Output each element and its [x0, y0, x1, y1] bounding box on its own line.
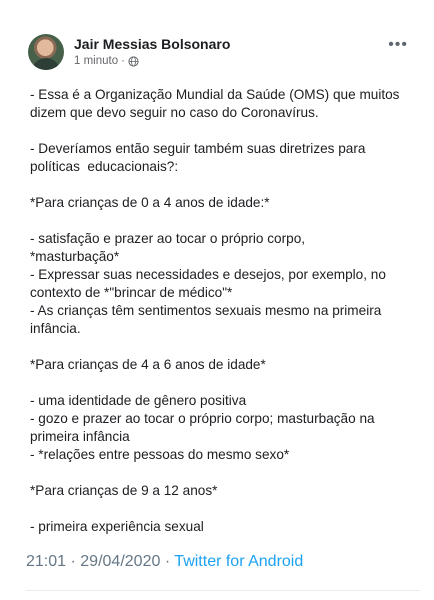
- post-line: - As crianças têm sentimentos sexuais mesmo na primeira: [30, 303, 382, 318]
- author-name[interactable]: Jair Messias Bolsonaro: [74, 36, 231, 52]
- footer-separator-1: ·: [70, 553, 76, 570]
- post-line: dizem que devo seguir no caso do Coronavírus.: [30, 105, 319, 120]
- tweet-footer: [26, 553, 303, 571]
- post-line: *masturbação*: [30, 249, 120, 264]
- post-header: [28, 34, 418, 78]
- more-options-icon[interactable]: •••: [388, 36, 408, 53]
- post-line: - uma identidade de gênero positiva: [30, 393, 247, 408]
- post-blank-line: [30, 464, 420, 482]
- post-line: contexto de *"brincar de médico"*: [30, 285, 233, 300]
- post-blank-line: [30, 176, 420, 194]
- post-line: *Para crianças de 9 a 12 anos*: [30, 483, 218, 498]
- post-line: infância.: [30, 321, 81, 336]
- post-line: - Deveríamos então seguir também suas diretrizes para: [30, 141, 366, 156]
- tweet-date[interactable]: 29/04/2020: [80, 553, 161, 570]
- post-line: políticas educacionais?:: [30, 159, 179, 174]
- meta-separator: ·: [121, 55, 125, 67]
- post-line: *Para crianças de 4 a 6 anos de idade*: [30, 357, 266, 372]
- post-blank-line: [30, 212, 420, 230]
- tweet-source-link[interactable]: Twitter for Android: [174, 553, 304, 570]
- post-blank-line: [30, 122, 420, 140]
- post-text: [30, 86, 420, 536]
- post-line: - primeira experiência sexual: [30, 519, 204, 534]
- post-blank-line: [30, 374, 420, 392]
- tweet-time[interactable]: 21:01: [26, 553, 67, 570]
- post-line: - Expressar suas necessidades e desejos, por exemplo, no: [30, 267, 386, 282]
- avatar-shoulders: [32, 58, 60, 70]
- post-line: - *relações entre pessoas do mesmo sexo*: [30, 447, 290, 462]
- post-blank-line: [30, 338, 420, 356]
- avatar[interactable]: [28, 34, 64, 70]
- post-meta: [74, 55, 139, 67]
- post-line: - gozo e prazer ao tocar o próprio corpo; masturbação na: [30, 411, 375, 426]
- footer-divider: [26, 590, 420, 591]
- post-line: - Essa é a Organização Mundial da Saúde (OMS) que muitos: [30, 87, 400, 102]
- post-line: - satisfação e prazer ao tocar o próprio corpo,: [30, 231, 306, 246]
- post-blank-line: [30, 500, 420, 518]
- globe-icon: [128, 56, 139, 67]
- post-line: primeira infância: [30, 429, 130, 444]
- post-line: *Para crianças de 0 a 4 anos de idade:*: [30, 195, 270, 210]
- post-time[interactable]: 1 minuto: [74, 55, 119, 67]
- footer-separator-2: ·: [164, 553, 171, 570]
